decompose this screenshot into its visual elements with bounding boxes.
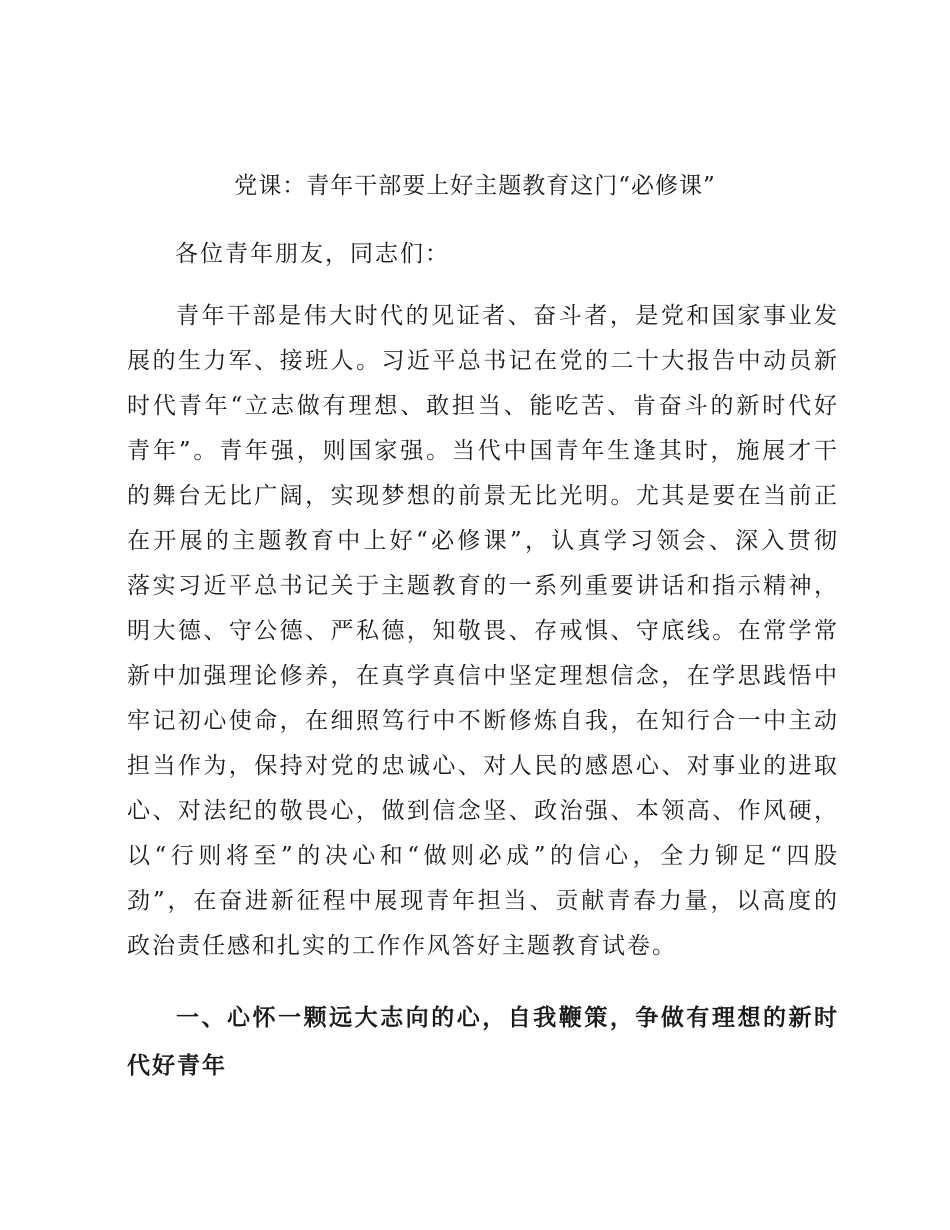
paragraph-line: 在开展的主题教育中上好“必修课”，认真学习领会、深入贯彻 [127,528,837,554]
paragraph-line: 明大德、守公德、严私德，知敬畏、存戒惧、守底线。在常学常 [127,618,837,644]
paragraph-line: 新中加强理论修养，在真学真信中坚定理想信念，在学思践悟中 [127,663,837,689]
paragraph-line: 展的生力军、接班人。习近平总书记在党的二十大报告中动员新 [127,348,837,374]
paragraph-line: 政治责任感和扎实的工作作风答好主题教育试卷。 [127,933,677,959]
paragraph-line: 以“行则将至”的决心和“做则必成”的信心，全力铆足“四股 [127,843,837,869]
paragraph-line: 青年”。青年强，则国家强。当代中国青年生逢其时，施展才干 [127,438,837,464]
paragraph-line: 担当作为，保持对党的忠诚心、对人民的感恩心、对事业的进取 [127,753,837,779]
paragraph-line: 心、对法纪的敬畏心，做到信念坚、政治强、本领高、作风硬， [127,798,837,824]
paragraph-line: 劲”，在奋进新征程中展现青年担当、贡献青春力量，以高度的 [127,888,837,914]
section-heading [127,994,837,1090]
document-title: 党课：青年干部要上好主题教育这门“必修课” [234,173,716,199]
body-paragraph [127,294,837,969]
paragraph-line: 青年干部是伟大时代的见证者、奋斗者，是党和国家事业发 [176,303,837,329]
section-heading-line: 代好青年 [127,1053,227,1079]
paragraph-line: 时代青年“立志做有理想、敢担当、能吃苦、肯奋斗的新时代好 [127,393,837,419]
salutation: 各位青年朋友，同志们： [175,241,450,267]
section-heading-line: 一、心怀一颗远大志向的心，自我鞭策，争做有理想的新时 [176,1005,837,1031]
paragraph-line: 的舞台无比广阔，实现梦想的前景无比光明。尤其是要在当前正 [127,483,837,509]
paragraph-line: 落实习近平总书记关于主题教育的一系列重要讲话和指示精神， [127,573,837,599]
paragraph-line: 牢记初心使命，在细照笃行中不断修炼自我，在知行合一中主动 [127,708,837,734]
